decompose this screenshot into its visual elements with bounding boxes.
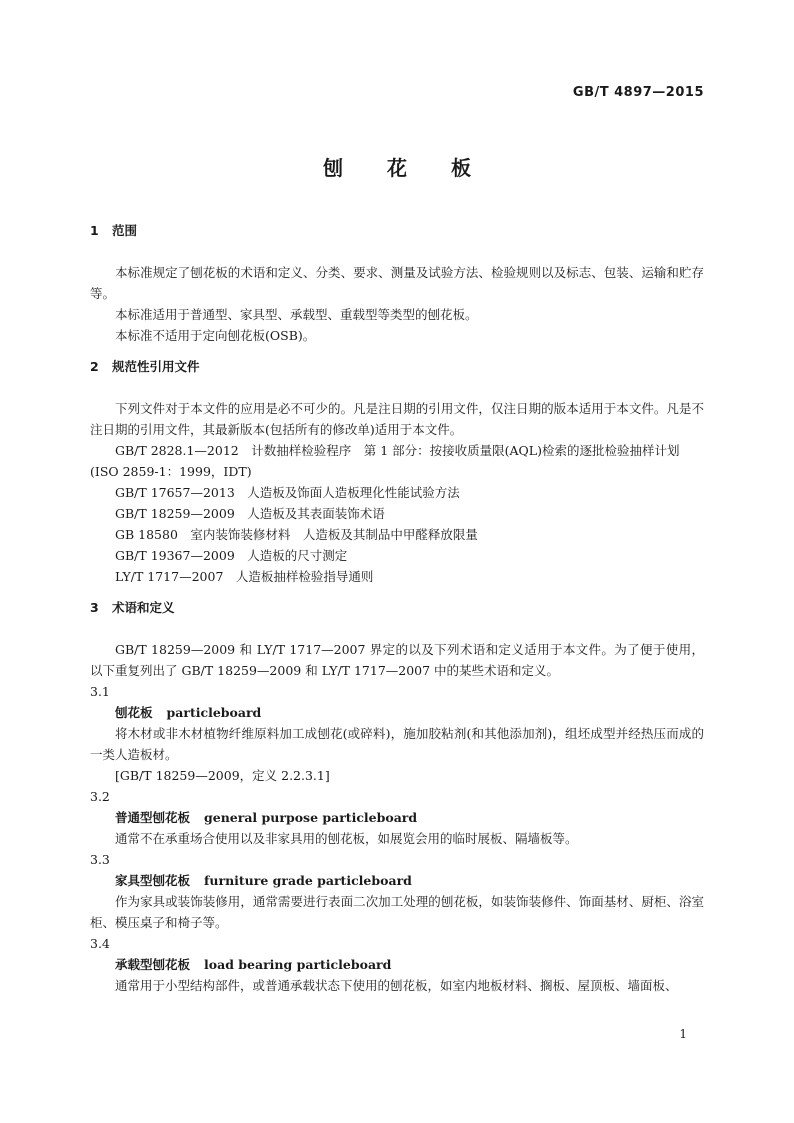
term-title: [90, 807, 704, 828]
clause-number: 3.1: [90, 684, 110, 699]
document-body: [90, 220, 704, 996]
section-number: 1: [90, 223, 99, 238]
standard-code: GB/T 4897—2015: [572, 85, 704, 100]
term-zh: 刨花板: [115, 705, 153, 720]
term-entry: [90, 786, 704, 849]
document-title: 刨花板: [323, 156, 515, 180]
paragraph: 本标准适用于普通型、家具型、承载型、重载型等类型的刨花板。: [115, 307, 478, 322]
section-1-heading: [90, 220, 704, 241]
normative-reference: GB/T 2828.1—2012 计数抽样检验程序 第 1 部分：按接收质量限(AQL)检索的逐批检验抽样计划(ISO 2859-1：1999，IDT): [90, 443, 680, 479]
paragraph: 下列文件对于本文件的应用是必不可少的。凡是注日期的引用文件，仅注日期的版本适用于本文件。凡是不注日期的引用文件，其最新版本(包括所有的修改单)适用于本文件。: [90, 401, 704, 437]
term-definition: 将木材或非木材植物纤维原料加工成刨花(或碎料)，施加胶粘剂(和其他添加剂)，组坯成型并经热压而成的一类人造板材。: [90, 726, 704, 762]
paragraph: GB/T 18259—2009 和 LY/T 1717—2007 界定的以及下列术语和定义适用于本文件。为了便于使用，以下重复列出了 GB/T 18259—2009 和 LY/T 1717—2007 中的某些术语和定义。: [90, 642, 704, 678]
term-entry: [90, 849, 704, 933]
term-en: furniture grade particleboard: [204, 873, 412, 888]
section-number: 2: [90, 359, 99, 374]
paragraph: 本标准规定了刨花板的术语和定义、分类、要求、测量及试验方法、检验规则以及标志、包装、运输和贮存等。: [90, 265, 704, 301]
clause-number: 3.4: [90, 936, 110, 951]
normative-reference: GB 18580 室内装饰装修材料 人造板及其制品中甲醛释放限量: [115, 527, 478, 542]
term-entry: [90, 681, 704, 786]
clause-number: 3.3: [90, 852, 110, 867]
term-title: [90, 954, 704, 975]
section-title: 术语和定义: [112, 600, 175, 615]
term-title: [90, 702, 704, 723]
normative-reference: GB/T 18259—2009 人造板及其表面装饰术语: [115, 506, 385, 521]
term-definition: 通常不在承重场合使用以及非家具用的刨花板，如展览会用的临时展板、隔墙板等。: [115, 831, 578, 846]
term-zh: 承载型刨花板: [115, 957, 191, 972]
section-3-heading: [90, 597, 704, 618]
normative-reference: LY/T 1717—2007 人造板抽样检验指导通则: [115, 569, 374, 584]
term-source: [GB/T 18259—2009，定义 2.2.3.1]: [115, 768, 330, 783]
term-title: [90, 870, 704, 891]
normative-reference: GB/T 17657—2013 人造板及饰面人造板理化性能试验方法: [115, 485, 460, 500]
normative-reference: GB/T 19367—2009 人造板的尺寸测定: [115, 548, 348, 563]
section-title: 规范性引用文件: [112, 359, 200, 374]
page-number: 1: [679, 1027, 687, 1041]
term-definition: 通常用于小型结构部件，或普通承载状态下使用的刨花板，如室内地板材料、搁板、屋顶板、墙面板、: [115, 978, 678, 993]
term-entry: [90, 933, 704, 996]
term-en: load bearing particleboard: [204, 957, 392, 972]
term-zh: 普通型刨花板: [115, 810, 191, 825]
term-zh: 家具型刨花板: [115, 873, 191, 888]
section-number: 3: [90, 600, 99, 615]
section-title: 范围: [112, 223, 138, 238]
paragraph: 本标准不适用于定向刨花板(OSB)。: [115, 328, 316, 343]
term-en: general purpose particleboard: [204, 810, 418, 825]
section-2-heading: [90, 356, 704, 377]
term-en: particleboard: [166, 705, 262, 720]
clause-number: 3.2: [90, 789, 110, 804]
term-definition: 作为家具或装饰装修用，通常需要进行表面二次加工处理的刨花板，如装饰装修件、饰面基材、厨柜、浴室柜、模压桌子和椅子等。: [90, 894, 704, 930]
